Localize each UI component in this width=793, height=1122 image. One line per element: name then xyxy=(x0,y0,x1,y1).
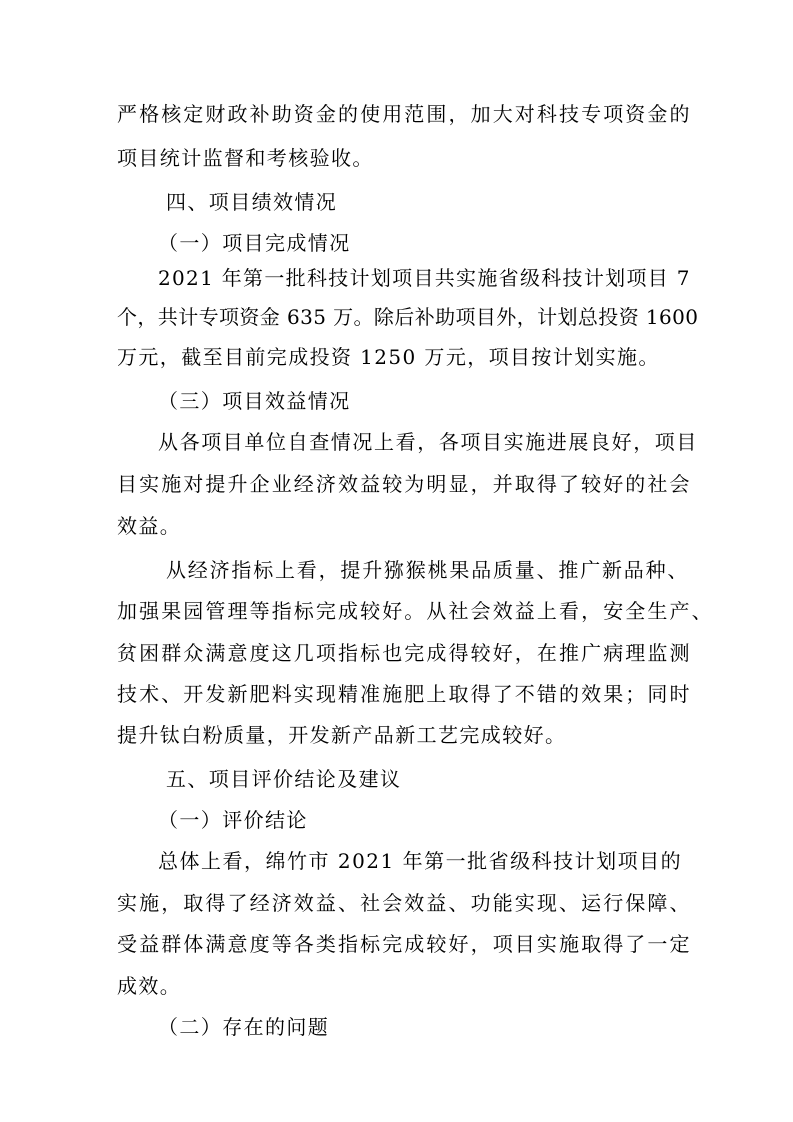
subsection-heading: （三）项目效益情况 xyxy=(158,389,351,413)
paragraph-line: 总体上看，绵竹市 2021 年第一批省级科技计划项目的 xyxy=(158,849,683,873)
subsection-heading: （一）评价结论 xyxy=(158,808,308,832)
paragraph-line: 受益群体满意度等各类指标完成较好，项目实施取得了一定 xyxy=(117,932,692,956)
paragraph-line: 成效。 xyxy=(117,974,182,998)
section-heading: 四、项目绩效情况 xyxy=(166,190,338,214)
paragraph-line: 加强果园管理等指标完成较好。从社会效益上看，安全生产、 xyxy=(117,599,714,623)
paragraph-line: 技术、开发新肥料实现精准施肥上取得了不错的效果；同时 xyxy=(117,682,692,706)
paragraph-line: 目实施对提升企业经济效益较为明显，并取得了较好的社会 xyxy=(117,472,692,496)
paragraph-line: 实施，取得了经济效益、社会效益、功能实现、运行保障、 xyxy=(117,891,692,915)
paragraph-line: 2021 年第一批科技计划项目共实施省级科技计划项目 7 xyxy=(158,266,691,290)
paragraph-line: 从各项目单位自查情况上看，各项目实施进展良好，项目 xyxy=(158,430,698,454)
paragraph-line: 万元，截至目前完成投资 1250 万元，项目按计划实施。 xyxy=(117,345,660,369)
paragraph-line: 提升钛白粉质量，开发新产品新工艺完成较好。 xyxy=(117,723,567,747)
paragraph-line: 严格核定财政补助资金的使用范围，加大对科技专项资金的 xyxy=(117,102,692,126)
paragraph-line: 从经济指标上看，提升猕猴桃果品质量、推广新品种、 xyxy=(166,558,690,582)
paragraph-line: 项目统计监督和考核验收。 xyxy=(117,146,374,170)
paragraph-line: 个，共计专项资金 635 万。除后补助项目外，计划总投资 1600 xyxy=(117,305,699,329)
paragraph-line: 效益。 xyxy=(117,514,182,538)
subsection-heading: （一）项目完成情况 xyxy=(158,231,351,255)
subsection-heading: （二）存在的问题 xyxy=(158,1015,330,1039)
section-heading: 五、项目评价结论及建议 xyxy=(166,767,402,791)
paragraph-line: 贫困群众满意度这几项指标也完成得较好，在推广病理监测 xyxy=(117,641,692,665)
